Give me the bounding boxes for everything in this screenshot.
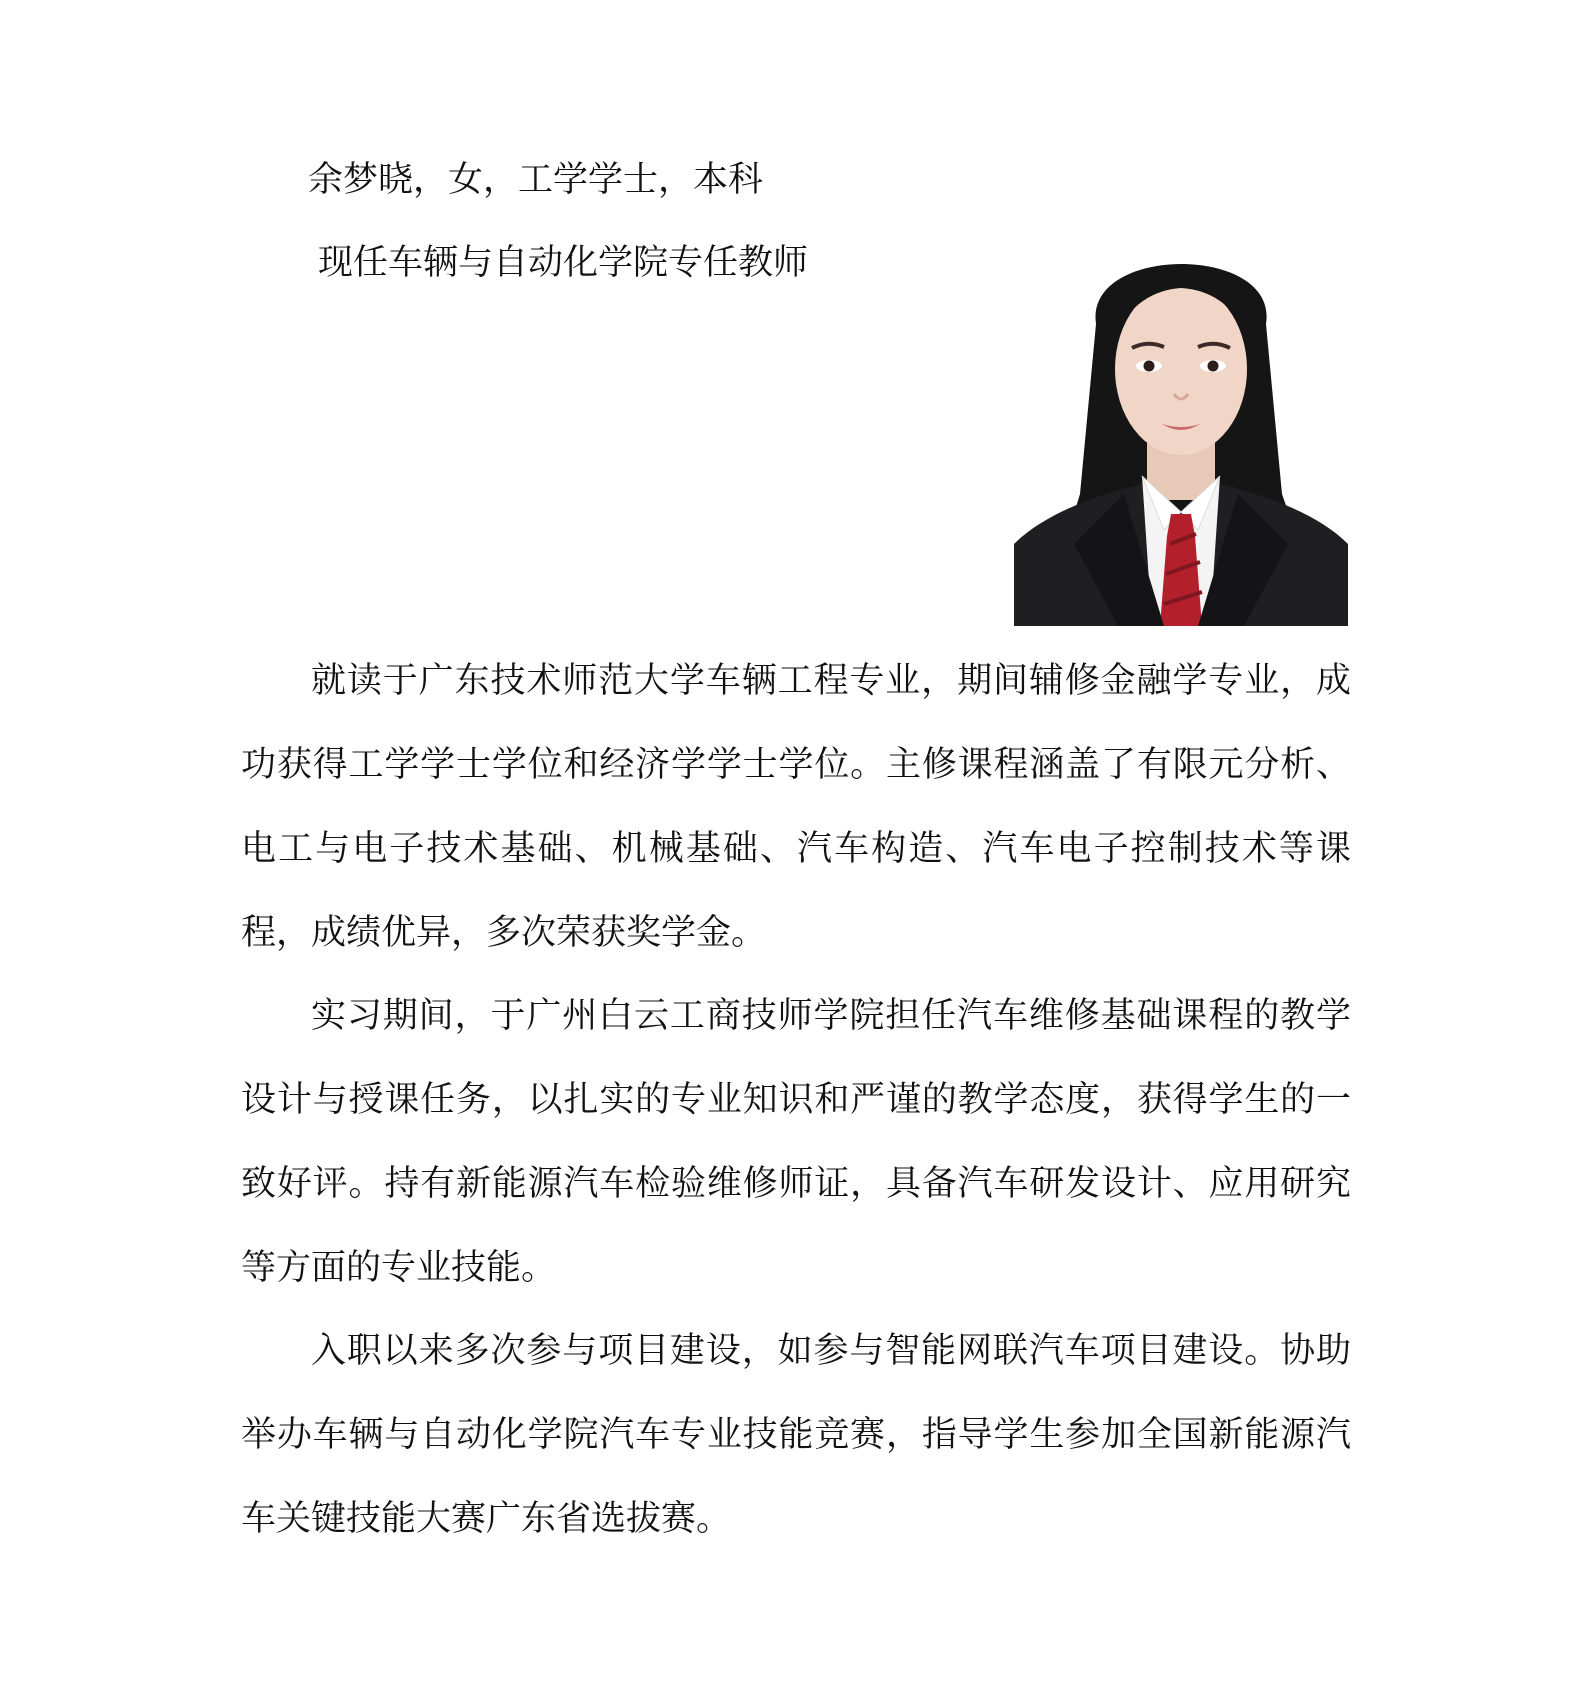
- education-paragraph: 就读于广东技术师范大学车辆工程专业，期间辅修金融学专业，成功获得工学学士学位和经济学学士学位。主修课程涵盖了有限元分析、电工与电子技术基础、机械基础、汽车构造、汽车电子控制技术等课程，成绩优异，多次荣获奖学金。: [241, 661, 1351, 953]
- name-line: 余梦晓，女，工学学士，本科: [308, 160, 764, 200]
- position-line: 现任车辆与自动化学院专任教师: [318, 243, 809, 283]
- work-experience-paragraph: 入职以来多次参与项目建设，如参与智能网联汽车项目建设。协助举办车辆与自动化学院汽车专业技能竞赛，指导学生参加全国新能源汽车关键技能大赛广东省选拔赛。: [241, 1331, 1351, 1539]
- portrait-photo: [1014, 244, 1348, 626]
- internship-paragraph: 实习期间，于广州白云工商技师学院担任汽车维修基础课程的教学设计与授课任务，以扎实的专业知识和严谨的教学态度，获得学生的一致好评。持有新能源汽车检验维修师证，具备汽车研发设计、应用研究等方面的专业技能。: [241, 996, 1351, 1288]
